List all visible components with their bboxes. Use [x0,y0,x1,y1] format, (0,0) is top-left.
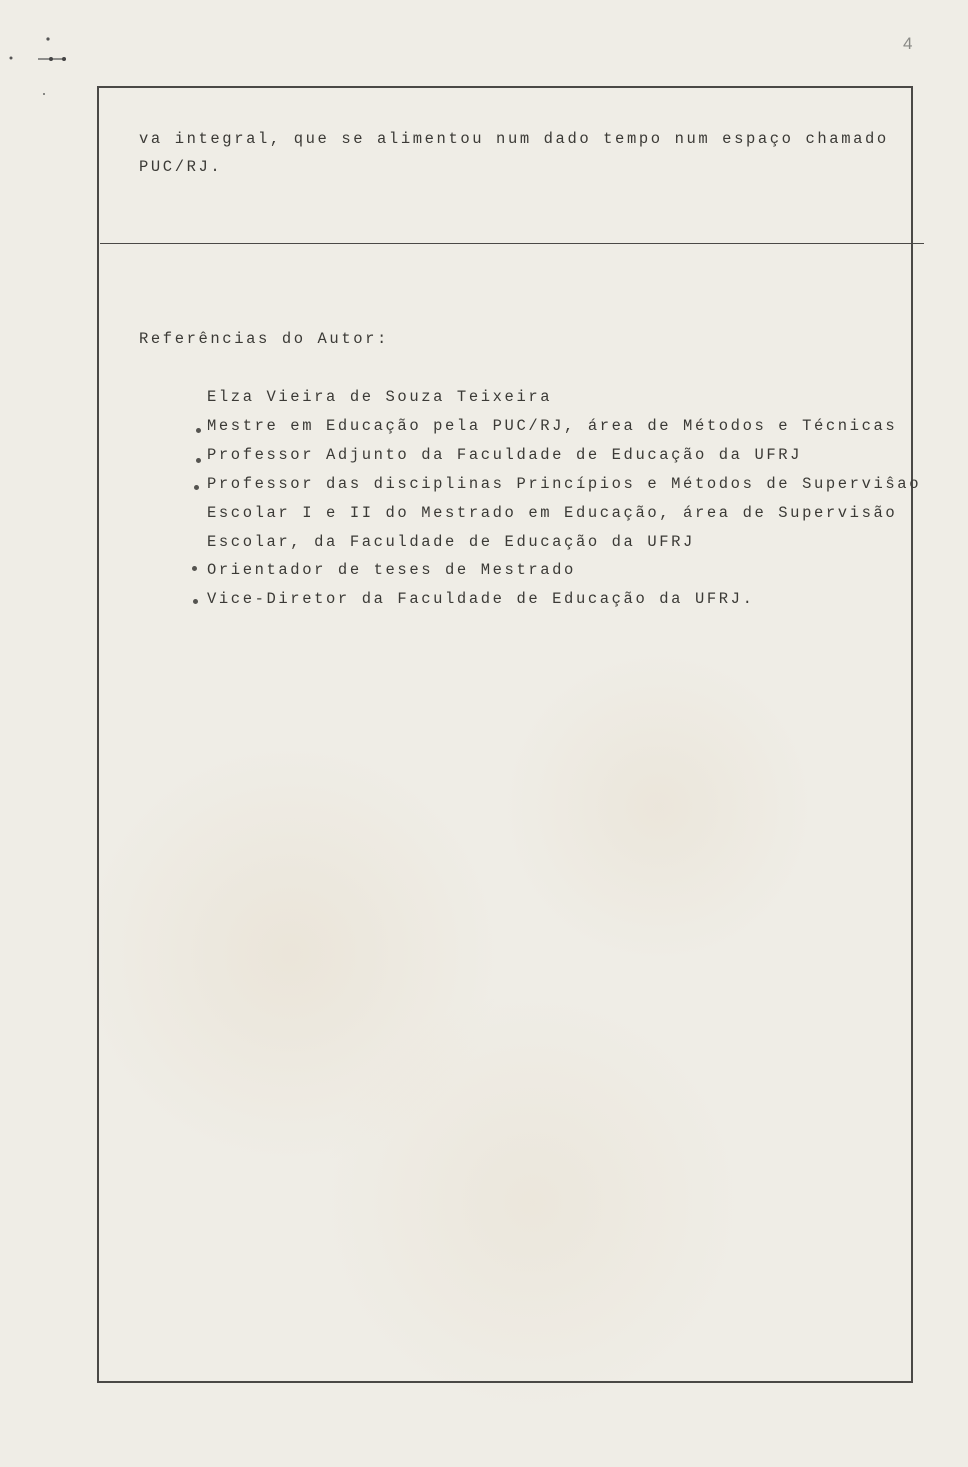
bullet-5 [193,599,198,604]
reference-item-3-line-2: Escolar I e II do Mestrado em Educação, área de Supervisão [207,504,898,522]
reference-item-3-line-1: Professor das disciplinas Princípios e Métodos de Superviŝao [207,475,922,493]
section-divider [100,243,924,244]
top-box-line-1: va integral, que se alimentou num dado tempo num espaço chamado [139,130,889,148]
reference-item-5: Vice-Diretor da Faculdade de Educação da UFRJ. [207,590,755,608]
author-name: Elza Vieira de Souza Teixeira [207,388,553,406]
bullet-2 [196,458,201,463]
bullet-3 [194,485,199,490]
top-box-line-2: PUC/RJ. [139,158,223,176]
reference-item-4: Orientador de teses de Mestrado [207,561,576,579]
page-number: 4 [903,34,913,53]
bullet-1 [196,428,201,433]
page-frame [97,86,913,1383]
margin-ink-marks [6,30,106,100]
references-heading: Referências do Autor: [139,330,389,348]
reference-item-3-line-3: Escolar, da Faculdade de Educação da UFRJ [207,533,695,551]
bullet-4 [192,566,197,571]
reference-item-1: Mestre em Educação pela PUC/RJ, área de Métodos e Técnicas [207,417,898,435]
reference-item-2: Professor Adjunto da Faculdade de Educação da UFRJ [207,446,803,464]
